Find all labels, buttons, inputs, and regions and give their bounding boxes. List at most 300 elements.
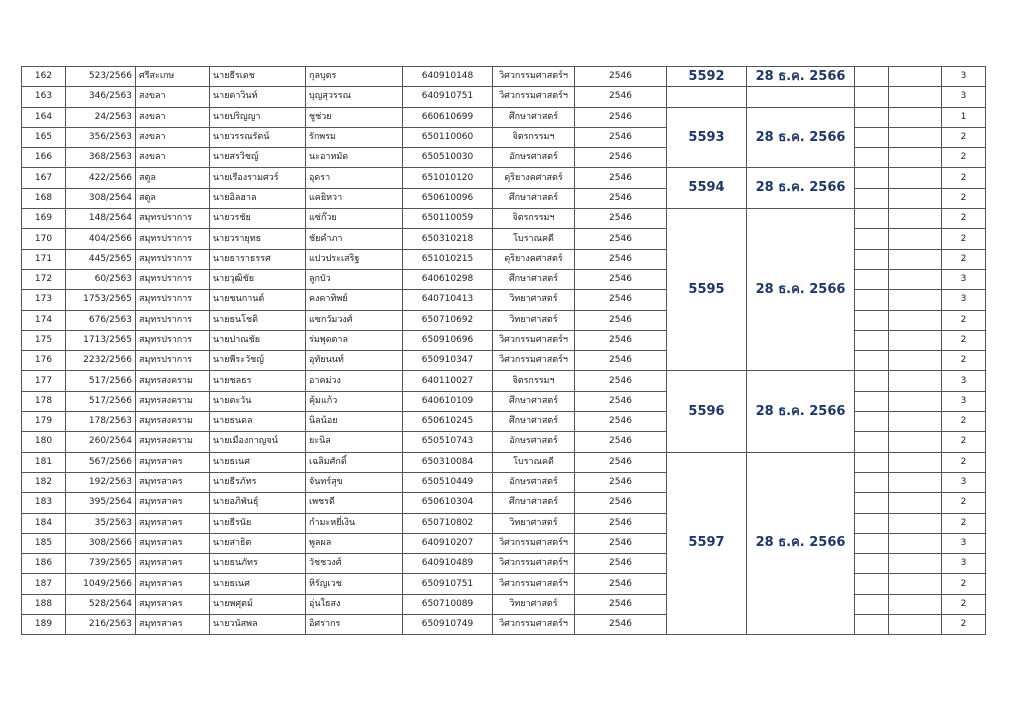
last-name-cell: เฉลิมศักดิ์ (306, 452, 403, 472)
document-sheet (21, 66, 985, 635)
province-cell: สมุทรปราการ (136, 351, 210, 371)
blank-cell (889, 249, 942, 269)
province-cell: สมุทรสาคร (136, 574, 210, 594)
count-cell: 2 (942, 330, 986, 350)
last-name-cell: เพชรดี (306, 493, 403, 513)
group-date-cell: 28 ธ.ค. 2566 (747, 168, 855, 209)
province-cell: สตูล (136, 168, 210, 188)
count-cell: 2 (942, 148, 986, 168)
group-code-cell (667, 87, 747, 107)
student-id-cell: 650110059 (403, 209, 493, 229)
group-date-cell: 28 ธ.ค. 2566 (747, 452, 855, 635)
faculty-cell: อักษรศาสตร์ (493, 148, 575, 168)
count-cell: 2 (942, 168, 986, 188)
blank-cell (855, 148, 889, 168)
year-cell: 2546 (575, 188, 667, 208)
blank-cell (855, 127, 889, 147)
student-id-cell: 651010120 (403, 168, 493, 188)
count-cell: 2 (942, 351, 986, 371)
last-name-cell: ยะนิล (306, 432, 403, 452)
reference-number-cell: 308/2564 (66, 188, 136, 208)
blank-cell (855, 412, 889, 432)
faculty-cell: ศึกษาศาสตร์ (493, 493, 575, 513)
reference-number-cell: 356/2563 (66, 127, 136, 147)
row-number-cell: 187 (22, 574, 66, 594)
row-number-cell: 172 (22, 269, 66, 289)
last-name-cell: หิรัญเวช (306, 574, 403, 594)
blank-cell (889, 615, 942, 635)
faculty-cell: อักษรศาสตร์ (493, 432, 575, 452)
first-name-cell: นายเรืองรามศวร์ (210, 168, 306, 188)
province-cell: สงขลา (136, 148, 210, 168)
faculty-cell: วิศวกรรมศาสตร์ฯ (493, 533, 575, 553)
blank-cell (855, 493, 889, 513)
faculty-cell: ดุริยางคศาสตร์ (493, 168, 575, 188)
blank-cell (855, 67, 889, 87)
last-name-cell: รักพรม (306, 127, 403, 147)
reference-number-cell: 308/2566 (66, 533, 136, 553)
reference-number-cell: 216/2563 (66, 615, 136, 635)
faculty-cell: วิศวกรรมศาสตร์ฯ (493, 554, 575, 574)
faculty-cell: วิศวกรรมศาสตร์ฯ (493, 330, 575, 350)
blank-cell (855, 452, 889, 472)
blank-cell (889, 452, 942, 472)
table-row (22, 452, 986, 472)
reference-number-cell: 192/2563 (66, 472, 136, 492)
blank-cell (889, 168, 942, 188)
count-cell: 2 (942, 493, 986, 513)
province-cell: สมุทรสาคร (136, 554, 210, 574)
faculty-cell: อักษรศาสตร์ (493, 472, 575, 492)
year-cell: 2546 (575, 554, 667, 574)
reference-number-cell: 1753/2565 (66, 290, 136, 310)
year-cell: 2546 (575, 67, 667, 87)
first-name-cell: นายวรชัย (210, 209, 306, 229)
blank-cell (889, 351, 942, 371)
row-number-cell: 174 (22, 310, 66, 330)
blank-cell (889, 87, 942, 107)
blank-cell (889, 188, 942, 208)
province-cell: สมุทรสาคร (136, 452, 210, 472)
first-name-cell: นายธีรภัทร (210, 472, 306, 492)
first-name-cell: นายดาวินท์ (210, 87, 306, 107)
count-cell: 3 (942, 391, 986, 411)
blank-cell (855, 391, 889, 411)
faculty-cell: วิศวกรรมศาสตร์ฯ (493, 615, 575, 635)
reference-number-cell: 528/2564 (66, 594, 136, 614)
province-cell: สมุทรสาคร (136, 533, 210, 553)
blank-cell (889, 472, 942, 492)
row-number-cell: 176 (22, 351, 66, 371)
first-name-cell: นายชลธร (210, 371, 306, 391)
blank-cell (889, 148, 942, 168)
faculty-cell: จิตรกรรมฯ (493, 209, 575, 229)
year-cell: 2546 (575, 594, 667, 614)
row-number-cell: 179 (22, 412, 66, 432)
first-name-cell: นายธนโชติ (210, 310, 306, 330)
student-id-cell: 651010215 (403, 249, 493, 269)
last-name-cell: แปวประเสริฐ (306, 249, 403, 269)
year-cell: 2546 (575, 168, 667, 188)
year-cell: 2546 (575, 412, 667, 432)
blank-cell (889, 412, 942, 432)
last-name-cell: ร่มพุดตาล (306, 330, 403, 350)
last-name-cell: อาคม่วง (306, 371, 403, 391)
count-cell: 3 (942, 87, 986, 107)
blank-cell (855, 249, 889, 269)
year-cell: 2546 (575, 310, 667, 330)
blank-cell (889, 229, 942, 249)
group-code-cell: 5593 (667, 107, 747, 168)
first-name-cell: นายธนดล (210, 412, 306, 432)
first-name-cell: นายอิลฮาล (210, 188, 306, 208)
blank-cell (855, 533, 889, 553)
first-name-cell: นายปาณชัย (210, 330, 306, 350)
blank-cell (855, 107, 889, 127)
last-name-cell: คงคาทิพย์ (306, 290, 403, 310)
count-cell: 2 (942, 249, 986, 269)
blank-cell (889, 67, 942, 87)
count-cell: 3 (942, 67, 986, 87)
blank-cell (889, 513, 942, 533)
last-name-cell: วัชชวงศ์ (306, 554, 403, 574)
count-cell: 3 (942, 554, 986, 574)
group-code-cell: 5596 (667, 371, 747, 452)
blank-cell (855, 269, 889, 289)
faculty-cell: วิทยาศาสตร์ (493, 594, 575, 614)
group-code-cell: 5592 (667, 67, 747, 87)
student-id-cell: 640910751 (403, 87, 493, 107)
blank-cell (889, 533, 942, 553)
faculty-cell: ศึกษาศาสตร์ (493, 188, 575, 208)
student-id-cell: 650710692 (403, 310, 493, 330)
year-cell: 2546 (575, 290, 667, 310)
blank-cell (855, 351, 889, 371)
province-cell: สมุทรปราการ (136, 310, 210, 330)
first-name-cell: นายชนกานต์ (210, 290, 306, 310)
reference-number-cell: 346/2563 (66, 87, 136, 107)
count-cell: 2 (942, 209, 986, 229)
row-number-cell: 177 (22, 371, 66, 391)
last-name-cell: แซ่ก๊วย (306, 209, 403, 229)
student-id-cell: 650510030 (403, 148, 493, 168)
row-number-cell: 165 (22, 127, 66, 147)
reference-number-cell: 567/2566 (66, 452, 136, 472)
year-cell: 2546 (575, 574, 667, 594)
row-number-cell: 183 (22, 493, 66, 513)
assignment-table (21, 66, 986, 635)
year-cell: 2546 (575, 127, 667, 147)
count-cell: 2 (942, 310, 986, 330)
faculty-cell: วิทยาศาสตร์ (493, 290, 575, 310)
student-id-cell: 650910347 (403, 351, 493, 371)
last-name-cell: อิศรากร (306, 615, 403, 635)
student-id-cell: 650510449 (403, 472, 493, 492)
group-date-cell: 28 ธ.ค. 2566 (747, 209, 855, 371)
row-number-cell: 171 (22, 249, 66, 269)
row-number-cell: 188 (22, 594, 66, 614)
faculty-cell: วิศวกรรมศาสตร์ฯ (493, 574, 575, 594)
last-name-cell: แซกวัมวงศ์ (306, 310, 403, 330)
year-cell: 2546 (575, 391, 667, 411)
last-name-cell: ชูช่วย (306, 107, 403, 127)
count-cell: 2 (942, 412, 986, 432)
last-name-cell: นะอาหมัด (306, 148, 403, 168)
first-name-cell: นายอภิพันธุ์ (210, 493, 306, 513)
blank-cell (889, 432, 942, 452)
year-cell: 2546 (575, 229, 667, 249)
year-cell: 2546 (575, 148, 667, 168)
province-cell: สมุทรสาคร (136, 472, 210, 492)
last-name-cell: แคยิหวา (306, 188, 403, 208)
reference-number-cell: 35/2563 (66, 513, 136, 533)
province-cell: สงขลา (136, 127, 210, 147)
reference-number-cell: 24/2563 (66, 107, 136, 127)
year-cell: 2546 (575, 472, 667, 492)
blank-cell (855, 229, 889, 249)
group-code-cell: 5595 (667, 209, 747, 371)
row-number-cell: 167 (22, 168, 66, 188)
row-number-cell: 170 (22, 229, 66, 249)
blank-cell (855, 432, 889, 452)
table-row (22, 209, 986, 229)
faculty-cell: วิศวกรรมศาสตร์ฯ (493, 351, 575, 371)
first-name-cell: นายธเนศ (210, 452, 306, 472)
year-cell: 2546 (575, 107, 667, 127)
blank-cell (889, 554, 942, 574)
student-id-cell: 650110060 (403, 127, 493, 147)
blank-cell (855, 188, 889, 208)
last-name-cell: นิลน้อย (306, 412, 403, 432)
count-cell: 2 (942, 127, 986, 147)
first-name-cell: นายสาธิต (210, 533, 306, 553)
blank-cell (855, 554, 889, 574)
reference-number-cell: 60/2563 (66, 269, 136, 289)
year-cell: 2546 (575, 249, 667, 269)
blank-cell (855, 209, 889, 229)
row-number-cell: 184 (22, 513, 66, 533)
reference-number-cell: 1713/2565 (66, 330, 136, 350)
group-code-cell: 5597 (667, 452, 747, 635)
last-name-cell: คุ้มแก้ว (306, 391, 403, 411)
blank-cell (855, 615, 889, 635)
first-name-cell: นายธาราธรรศ (210, 249, 306, 269)
student-id-cell: 650910696 (403, 330, 493, 350)
province-cell: สมุทรสาคร (136, 513, 210, 533)
first-name-cell: นายเมืองกาญจน์ (210, 432, 306, 452)
faculty-cell: วิศวกรรมศาสตร์ฯ (493, 67, 575, 87)
count-cell: 2 (942, 188, 986, 208)
row-number-cell: 164 (22, 107, 66, 127)
blank-cell (889, 594, 942, 614)
row-number-cell: 189 (22, 615, 66, 635)
blank-cell (855, 574, 889, 594)
student-id-cell: 650510743 (403, 432, 493, 452)
faculty-cell: โบราณคดี (493, 229, 575, 249)
reference-number-cell: 395/2564 (66, 493, 136, 513)
province-cell: ศรีสะเกษ (136, 67, 210, 87)
first-name-cell: นายพีระวัชญ์ (210, 351, 306, 371)
province-cell: สมุทรปราการ (136, 249, 210, 269)
reference-number-cell: 445/2565 (66, 249, 136, 269)
reference-number-cell: 2232/2566 (66, 351, 136, 371)
blank-cell (855, 330, 889, 350)
first-name-cell: นายพศุตม์ (210, 594, 306, 614)
first-name-cell: นายธนภัทร (210, 554, 306, 574)
student-id-cell: 650310218 (403, 229, 493, 249)
first-name-cell: นายวรรณรัตน์ (210, 127, 306, 147)
last-name-cell: ชัยคำภา (306, 229, 403, 249)
student-id-cell: 640610109 (403, 391, 493, 411)
last-name-cell: อุทัยนนท์ (306, 351, 403, 371)
student-id-cell: 650610096 (403, 188, 493, 208)
student-id-cell: 640910207 (403, 533, 493, 553)
last-name-cell: จันทร์สุข (306, 472, 403, 492)
row-number-cell: 186 (22, 554, 66, 574)
blank-cell (889, 107, 942, 127)
year-cell: 2546 (575, 615, 667, 635)
reference-number-cell: 1049/2566 (66, 574, 136, 594)
blank-cell (889, 127, 942, 147)
blank-cell (889, 330, 942, 350)
student-id-cell: 640710413 (403, 290, 493, 310)
year-cell: 2546 (575, 209, 667, 229)
student-id-cell: 640910489 (403, 554, 493, 574)
count-cell: 1 (942, 107, 986, 127)
count-cell: 2 (942, 229, 986, 249)
last-name-cell: อุ่นใธสง (306, 594, 403, 614)
province-cell: สมุทรปราการ (136, 269, 210, 289)
count-cell: 3 (942, 290, 986, 310)
year-cell: 2546 (575, 493, 667, 513)
faculty-cell: ศึกษาศาสตร์ (493, 412, 575, 432)
year-cell: 2546 (575, 371, 667, 391)
blank-cell (889, 574, 942, 594)
student-id-cell: 650710089 (403, 594, 493, 614)
student-id-cell: 650710802 (403, 513, 493, 533)
student-id-cell: 650910751 (403, 574, 493, 594)
blank-cell (889, 290, 942, 310)
count-cell: 3 (942, 533, 986, 553)
faculty-cell: วิทยาศาสตร์ (493, 513, 575, 533)
count-cell: 2 (942, 513, 986, 533)
count-cell: 2 (942, 615, 986, 635)
first-name-cell: นายปริญญา (210, 107, 306, 127)
year-cell: 2546 (575, 351, 667, 371)
last-name-cell: ลูกบัว (306, 269, 403, 289)
group-date-cell: 28 ธ.ค. 2566 (747, 67, 855, 87)
blank-cell (855, 168, 889, 188)
blank-cell (855, 594, 889, 614)
first-name-cell: นายวนัสพล (210, 615, 306, 635)
year-cell: 2546 (575, 269, 667, 289)
faculty-cell: ศึกษาศาสตร์ (493, 269, 575, 289)
reference-number-cell: 676/2563 (66, 310, 136, 330)
blank-cell (855, 371, 889, 391)
group-date-cell: 28 ธ.ค. 2566 (747, 371, 855, 452)
reference-number-cell: 517/2566 (66, 391, 136, 411)
blank-cell (889, 269, 942, 289)
blank-cell (889, 493, 942, 513)
student-id-cell: 640110027 (403, 371, 493, 391)
student-id-cell: 640910148 (403, 67, 493, 87)
province-cell: สตูล (136, 188, 210, 208)
last-name-cell: บุญสุวรรณ (306, 87, 403, 107)
first-name-cell: นายสรวิชญ์ (210, 148, 306, 168)
province-cell: สมุทรปราการ (136, 290, 210, 310)
reference-number-cell: 148/2564 (66, 209, 136, 229)
student-id-cell: 650610304 (403, 493, 493, 513)
count-cell: 3 (942, 371, 986, 391)
faculty-cell: โบราณคดี (493, 452, 575, 472)
row-number-cell: 166 (22, 148, 66, 168)
blank-cell (855, 472, 889, 492)
year-cell: 2546 (575, 533, 667, 553)
province-cell: สมุทรสงคราม (136, 412, 210, 432)
reference-number-cell: 260/2564 (66, 432, 136, 452)
first-name-cell: นายวุฒิชัย (210, 269, 306, 289)
year-cell: 2546 (575, 330, 667, 350)
count-cell: 3 (942, 269, 986, 289)
faculty-cell: วิศวกรรมศาสตร์ฯ (493, 87, 575, 107)
blank-cell (889, 310, 942, 330)
student-id-cell: 640610298 (403, 269, 493, 289)
blank-cell (855, 290, 889, 310)
last-name-cell: กำมะหยี่เงิน (306, 513, 403, 533)
group-code-cell: 5594 (667, 168, 747, 209)
row-number-cell: 163 (22, 87, 66, 107)
first-name-cell: นายวรายุทธ (210, 229, 306, 249)
row-number-cell: 181 (22, 452, 66, 472)
last-name-cell: กุลบุตร (306, 67, 403, 87)
year-cell: 2546 (575, 513, 667, 533)
table-row (22, 87, 986, 107)
group-date-cell: 28 ธ.ค. 2566 (747, 107, 855, 168)
year-cell: 2546 (575, 432, 667, 452)
reference-number-cell: 517/2566 (66, 371, 136, 391)
row-number-cell: 180 (22, 432, 66, 452)
blank-cell (855, 513, 889, 533)
faculty-cell: จิตรกรรมฯ (493, 371, 575, 391)
province-cell: สงขลา (136, 107, 210, 127)
province-cell: สมุทรปราการ (136, 229, 210, 249)
province-cell: สมุทรปราการ (136, 330, 210, 350)
count-cell: 2 (942, 594, 986, 614)
reference-number-cell: 422/2566 (66, 168, 136, 188)
row-number-cell: 173 (22, 290, 66, 310)
student-id-cell: 650310084 (403, 452, 493, 472)
count-cell: 2 (942, 432, 986, 452)
row-number-cell: 185 (22, 533, 66, 553)
table-row (22, 67, 986, 87)
year-cell: 2546 (575, 87, 667, 107)
reference-number-cell: 523/2566 (66, 67, 136, 87)
province-cell: สงขลา (136, 87, 210, 107)
blank-cell (855, 310, 889, 330)
faculty-cell: ศึกษาศาสตร์ (493, 107, 575, 127)
blank-cell (889, 209, 942, 229)
province-cell: สมุทรสาคร (136, 493, 210, 513)
row-number-cell: 162 (22, 67, 66, 87)
row-number-cell: 175 (22, 330, 66, 350)
row-number-cell: 168 (22, 188, 66, 208)
faculty-cell: จิตรกรรมฯ (493, 127, 575, 147)
reference-number-cell: 739/2565 (66, 554, 136, 574)
first-name-cell: นายธีรนัย (210, 513, 306, 533)
count-cell: 2 (942, 452, 986, 472)
blank-cell (889, 371, 942, 391)
student-id-cell: 650910749 (403, 615, 493, 635)
